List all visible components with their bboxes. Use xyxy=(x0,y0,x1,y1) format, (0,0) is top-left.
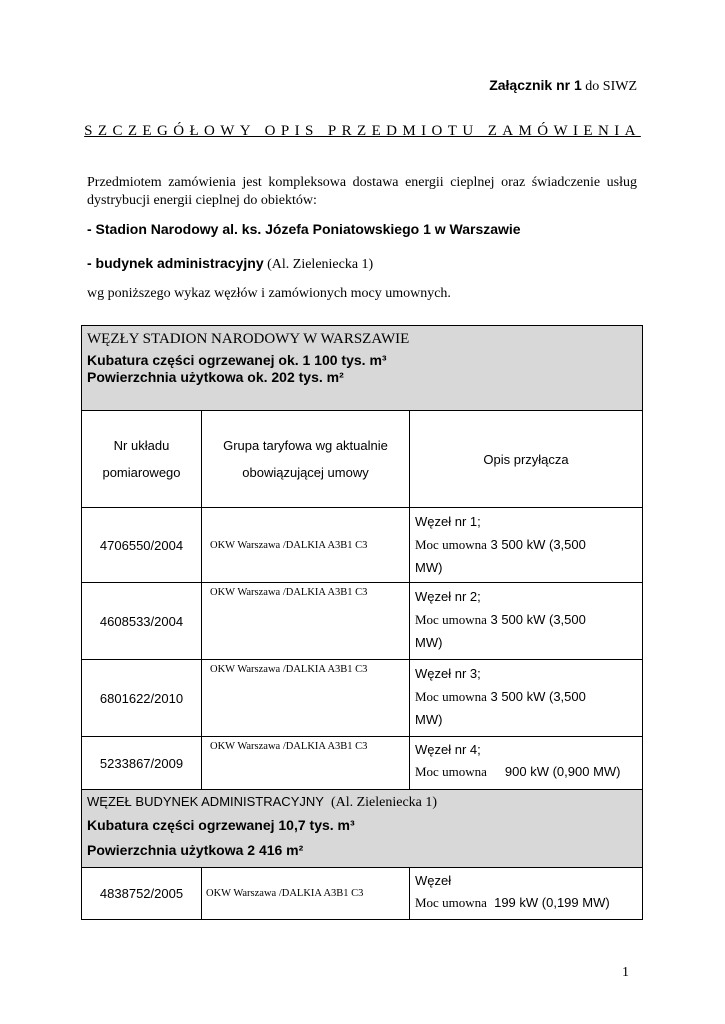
meter-number: 5233867/2009 xyxy=(82,737,202,790)
section-admin-area: Powierzchnia użytkowa 2 416 m² xyxy=(87,842,304,858)
document-title: SZCZEGÓŁOWY OPIS PRZEDMIOTU ZAMÓWIENIA xyxy=(84,123,641,139)
section-stadion-kubatura: Kubatura części ogrzewanej ok. 1 100 tys. m³ xyxy=(87,352,387,368)
table-row xyxy=(82,868,643,920)
nodes-table xyxy=(81,325,643,920)
column-header-opis: Opis przyłącza xyxy=(410,411,643,508)
tariff-group: OKW Warszawa /DALKIA A3B1 C3 xyxy=(202,508,410,583)
table-row xyxy=(82,508,643,583)
tariff-group: OKW Warszawa /DALKIA A3B1 C3 xyxy=(202,660,410,737)
section-admin-header xyxy=(82,790,643,868)
connection-description: Węzeł nr 3; Moc umowna 3 500 kW (3,500 MW) xyxy=(410,660,643,737)
tariff-group: OKW Warszawa /DALKIA A3B1 C3 xyxy=(202,737,410,790)
connection-description: Węzeł nr 2; Moc umowna 3 500 kW (3,500 MW) xyxy=(410,583,643,660)
meter-number: 4838752/2005 xyxy=(82,868,202,920)
section-stadion-area: Powierzchnia użytkowa ok. 202 tys. m² xyxy=(87,369,344,385)
attachment-label xyxy=(489,77,637,95)
section-admin-kubatura: Kubatura części ogrzewanej 10,7 tys. m³ xyxy=(87,817,355,833)
meter-number: 4706550/2004 xyxy=(82,508,202,583)
section-admin-title: WĘZEŁ BUDYNEK ADMINISTRACYJNY (Al. Zieleniecka 1) xyxy=(87,794,438,810)
table-row xyxy=(82,737,643,790)
column-header-nr: Nr układu pomiarowego xyxy=(82,411,202,508)
object-stadion: - Stadion Narodowy al. ks. Józefa Poniatowskiego 1 w Warszawie xyxy=(87,221,521,237)
tariff-group: OKW Warszawa /DALKIA A3B1 C3 xyxy=(202,583,410,660)
list-intro: wg poniższego wykaz węzłów i zamówionych mocy umownych. xyxy=(87,286,451,301)
section-stadion-header xyxy=(82,326,643,411)
object-admin-building: - budynek administracyjny (Al. Zieleniecka 1) xyxy=(87,255,374,272)
connection-description: Węzeł nr 4; Moc umowna 900 kW (0,900 MW) xyxy=(410,737,643,790)
column-header-grupa: Grupa taryfowa wg aktualnie obowiązującej umowy xyxy=(202,411,410,508)
intro-paragraph: Przedmiotem zamówienia jest kompleksowa dostawa energii cieplnej oraz świadczenie usług dystrybucji energii cieplnej do obiektów: xyxy=(87,175,637,208)
attachment-ref: do SIWZ xyxy=(581,79,637,94)
connection-description: Węzeł nr 1; Moc umowna 3 500 kW (3,500 MW) xyxy=(410,508,643,583)
meter-number: 4608533/2004 xyxy=(82,583,202,660)
tariff-group: OKW Warszawa /DALKIA A3B1 C3 xyxy=(202,868,410,920)
connection-description: Węzeł Moc umowna 199 kW (0,199 MW) xyxy=(410,868,643,920)
table-row xyxy=(82,583,643,660)
section-stadion-title: WĘZŁY STADION NARODOWY W WARSZAWIE xyxy=(87,331,410,347)
meter-number: 6801622/2010 xyxy=(82,660,202,737)
table-row xyxy=(82,660,643,737)
attachment-number: Załącznik nr 1 xyxy=(489,77,582,93)
page-number: 1 xyxy=(622,965,629,980)
